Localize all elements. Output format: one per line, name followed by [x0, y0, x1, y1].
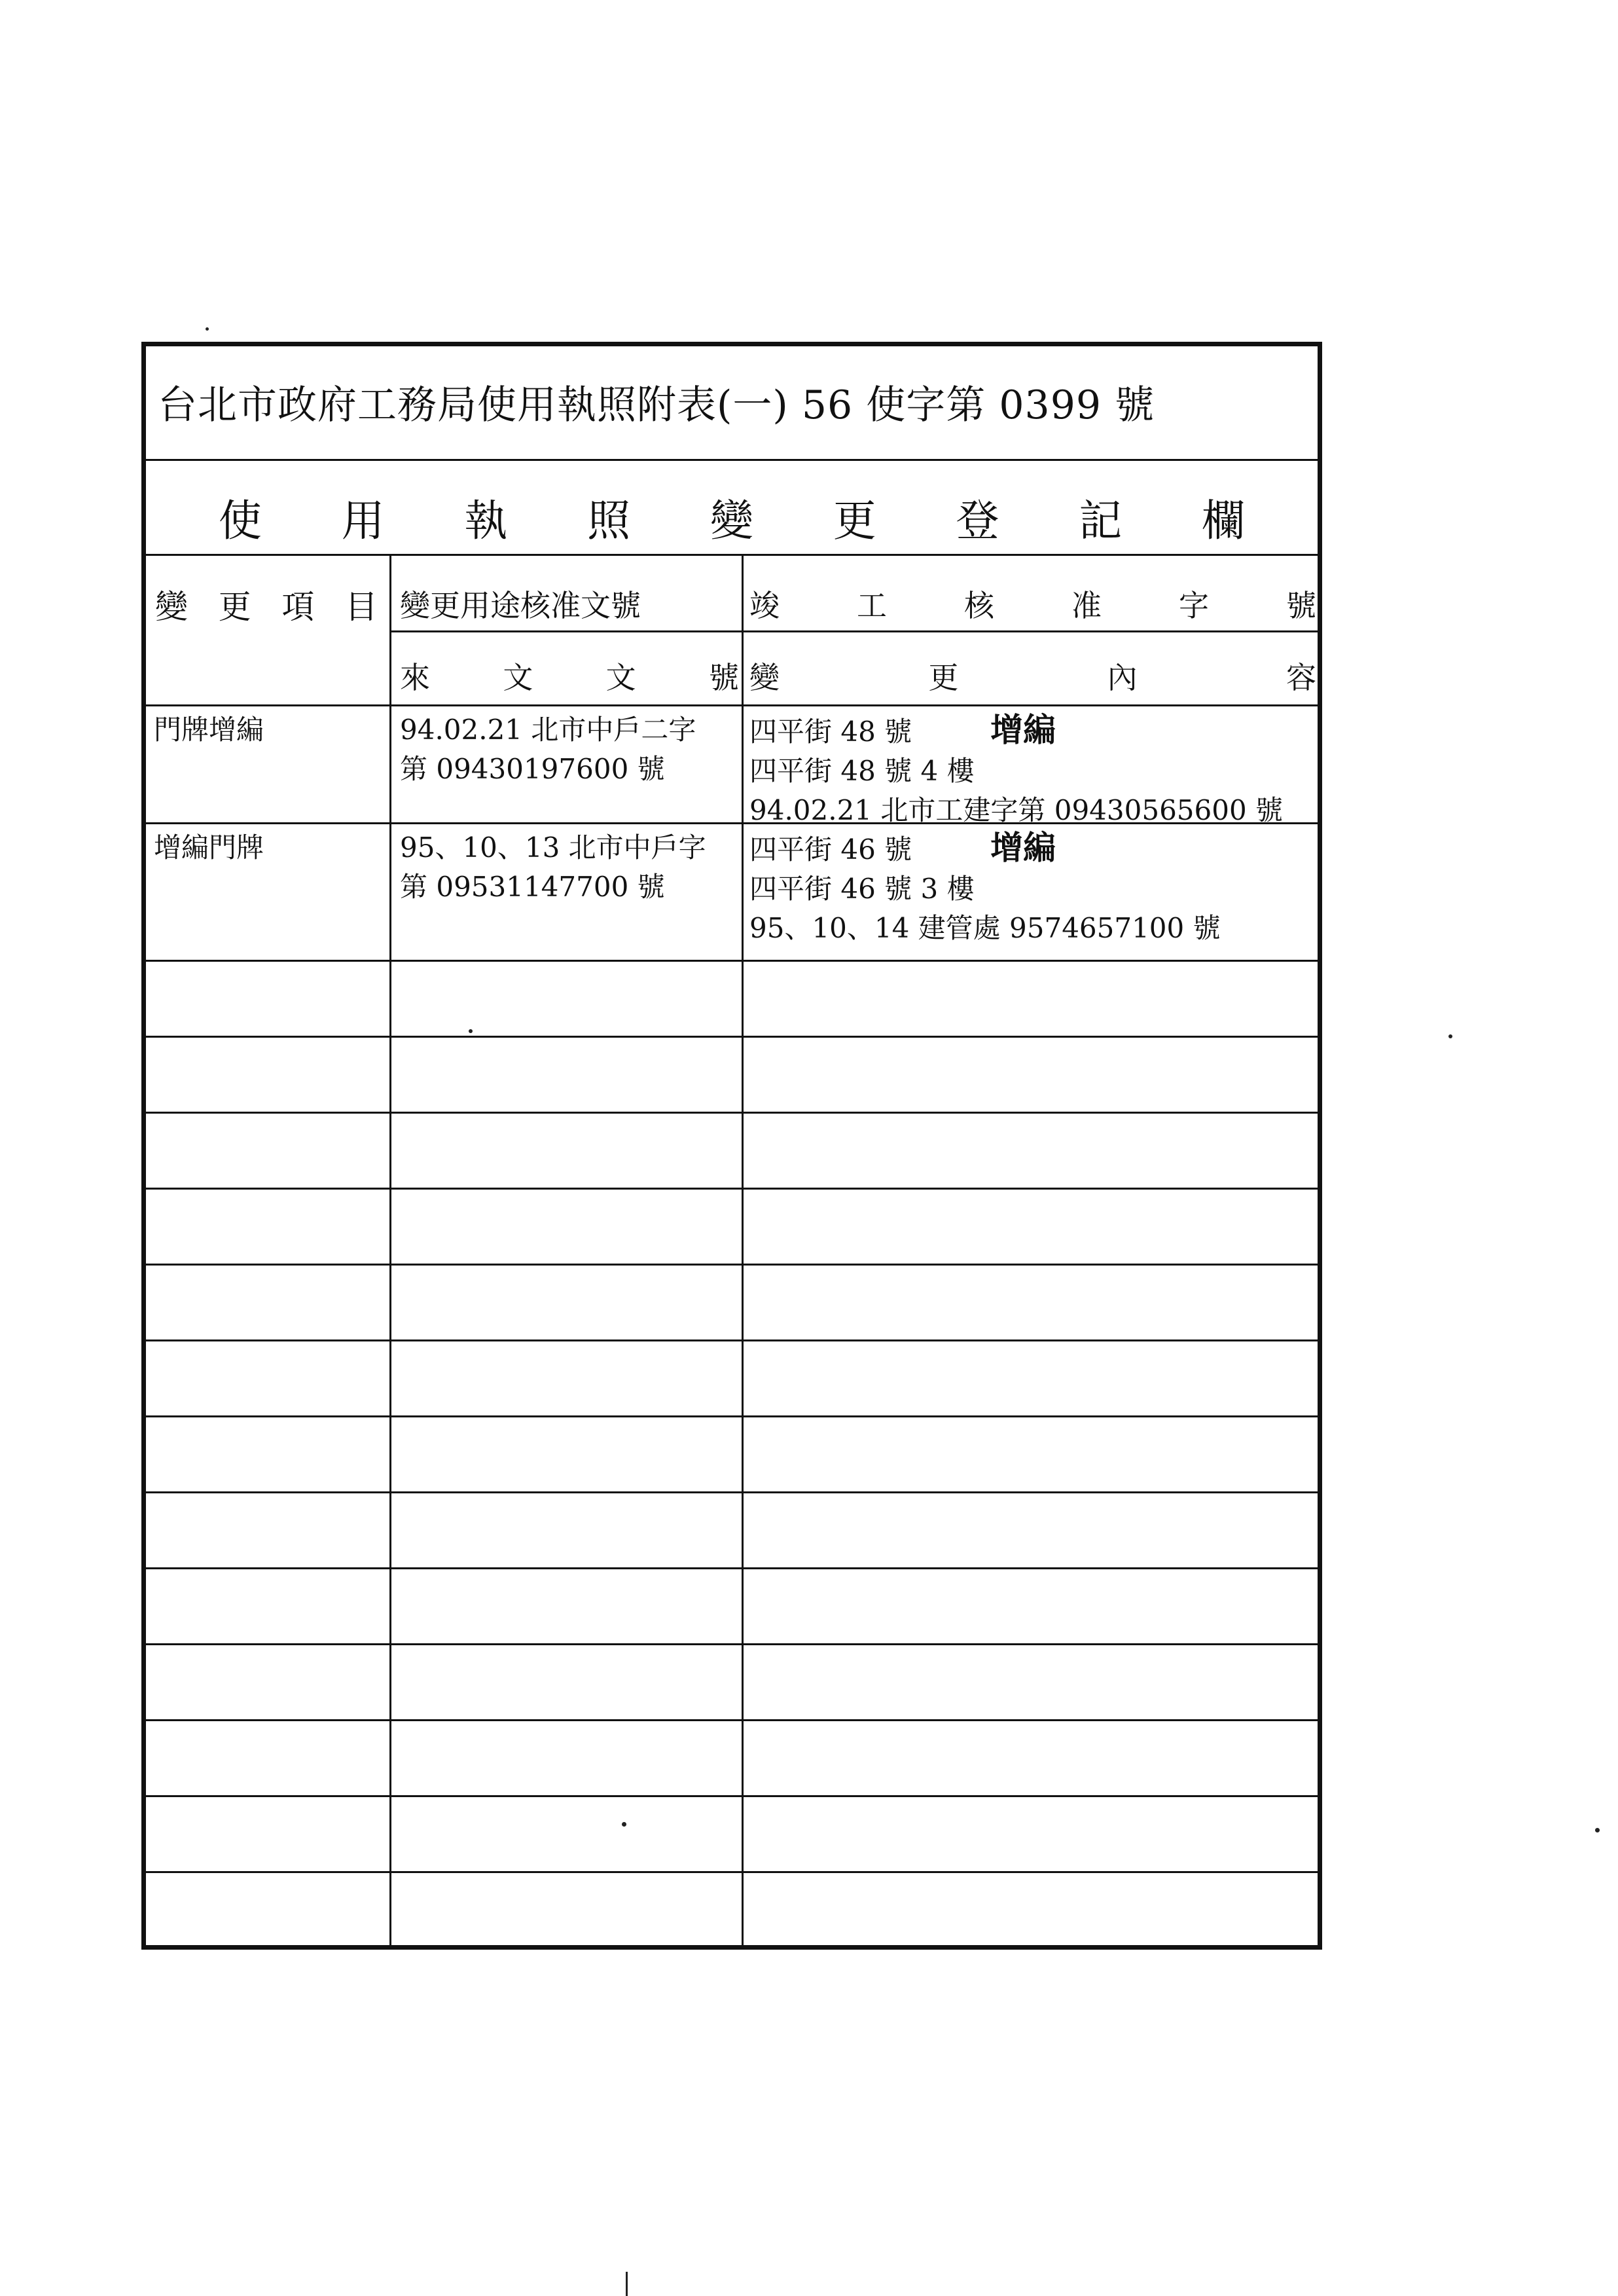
header-char: 字	[1179, 588, 1209, 623]
header-incoming-doc-no	[400, 654, 739, 697]
header-char: 更	[928, 660, 959, 695]
scan-mark	[626, 2272, 628, 2296]
entry-doc-no	[400, 710, 696, 789]
empty-table-row	[146, 1114, 1318, 1190]
empty-table-row	[146, 1266, 1318, 1341]
empty-table-row	[146, 1797, 1318, 1873]
entry-doc-no	[400, 828, 706, 907]
section-title-char: 欄	[1202, 496, 1245, 546]
scan-speck	[622, 1822, 626, 1827]
entry-content-line: 四平街 48 號 4 樓	[749, 755, 975, 787]
empty-table-row	[146, 1645, 1318, 1721]
empty-table-row	[146, 1341, 1318, 1417]
entry-doc-line: 第 09531147700 號	[400, 871, 665, 903]
header-char: 容	[1285, 660, 1316, 695]
section-title-char: 更	[833, 496, 876, 546]
column-divider	[742, 556, 744, 1945]
empty-table-row	[146, 1038, 1318, 1114]
entry-content-line: 95、10、14 建管處 9574657100 號	[749, 912, 1221, 944]
header-char: 來	[400, 660, 430, 695]
section-title-char: 登	[956, 496, 999, 546]
header-char: 文	[503, 660, 533, 695]
empty-table-row	[146, 1569, 1318, 1645]
header-divider	[391, 630, 1318, 632]
entry-doc-line: 第 09430197600 號	[400, 753, 665, 785]
entry-content	[749, 828, 1221, 948]
entry-item: 門牌增編	[154, 714, 264, 746]
entry-content	[749, 710, 1283, 830]
header-char: 文	[605, 660, 636, 695]
header-char: 更	[218, 588, 251, 626]
header-char: 竣	[749, 588, 780, 623]
empty-table-row	[146, 962, 1318, 1038]
empty-table-row	[146, 1721, 1318, 1797]
added-stamp: 增編	[990, 711, 1056, 749]
section-title-row	[146, 461, 1318, 556]
header-char: 核	[964, 588, 994, 623]
scan-speck	[1448, 1034, 1452, 1038]
section-title-char: 使	[218, 496, 262, 546]
header-char: 變	[749, 660, 780, 695]
entry-doc-line: 95、10、13 北市中戶字	[400, 831, 706, 864]
section-title-char: 記	[1079, 496, 1123, 546]
header-char: 號	[708, 660, 739, 695]
scan-speck	[1595, 1828, 1600, 1832]
empty-table-row	[146, 1417, 1318, 1493]
header-char: 工	[857, 588, 887, 623]
form-title-row	[146, 346, 1318, 461]
entry-content-line: 四平街 46 號	[749, 833, 912, 866]
entry-doc-line: 94.02.21 北市中戶二字	[400, 714, 696, 746]
entry-content-line: 四平街 46 號 3 樓	[749, 873, 975, 905]
section-title-char: 執	[464, 496, 508, 546]
header-char: 目	[344, 588, 378, 626]
header-change-content	[749, 654, 1316, 697]
header-char: 變	[155, 588, 188, 626]
column-divider	[389, 556, 391, 1945]
header-approval-doc-no: 變更用途核准文號	[400, 588, 641, 623]
empty-table-row	[146, 1873, 1318, 1950]
entry-item: 增編門牌	[154, 831, 264, 864]
scan-speck	[469, 1029, 473, 1033]
empty-table-row	[146, 1493, 1318, 1569]
header-char: 號	[1286, 588, 1316, 623]
scan-speck	[206, 327, 209, 331]
entry-content-line: 94.02.21 北市工建字第 09430565600 號	[749, 794, 1284, 826]
empty-table-row	[146, 1190, 1318, 1266]
form-title: 台北市政府工務局使用執照附表(一) 56 使字第 0399 號	[158, 382, 1155, 428]
header-change-item	[155, 581, 378, 628]
entry-content-line: 四平街 48 號	[749, 716, 912, 748]
section-title-char: 照	[587, 496, 631, 546]
header-char: 項	[281, 588, 315, 626]
added-stamp: 增編	[990, 829, 1056, 867]
section-title-char: 變	[710, 496, 753, 546]
section-title	[146, 486, 1318, 548]
section-title-char: 用	[341, 496, 385, 546]
header-char: 內	[1107, 660, 1138, 695]
header-char: 准	[1071, 588, 1102, 623]
header-completion-no	[749, 582, 1316, 625]
license-change-form	[141, 342, 1322, 1950]
